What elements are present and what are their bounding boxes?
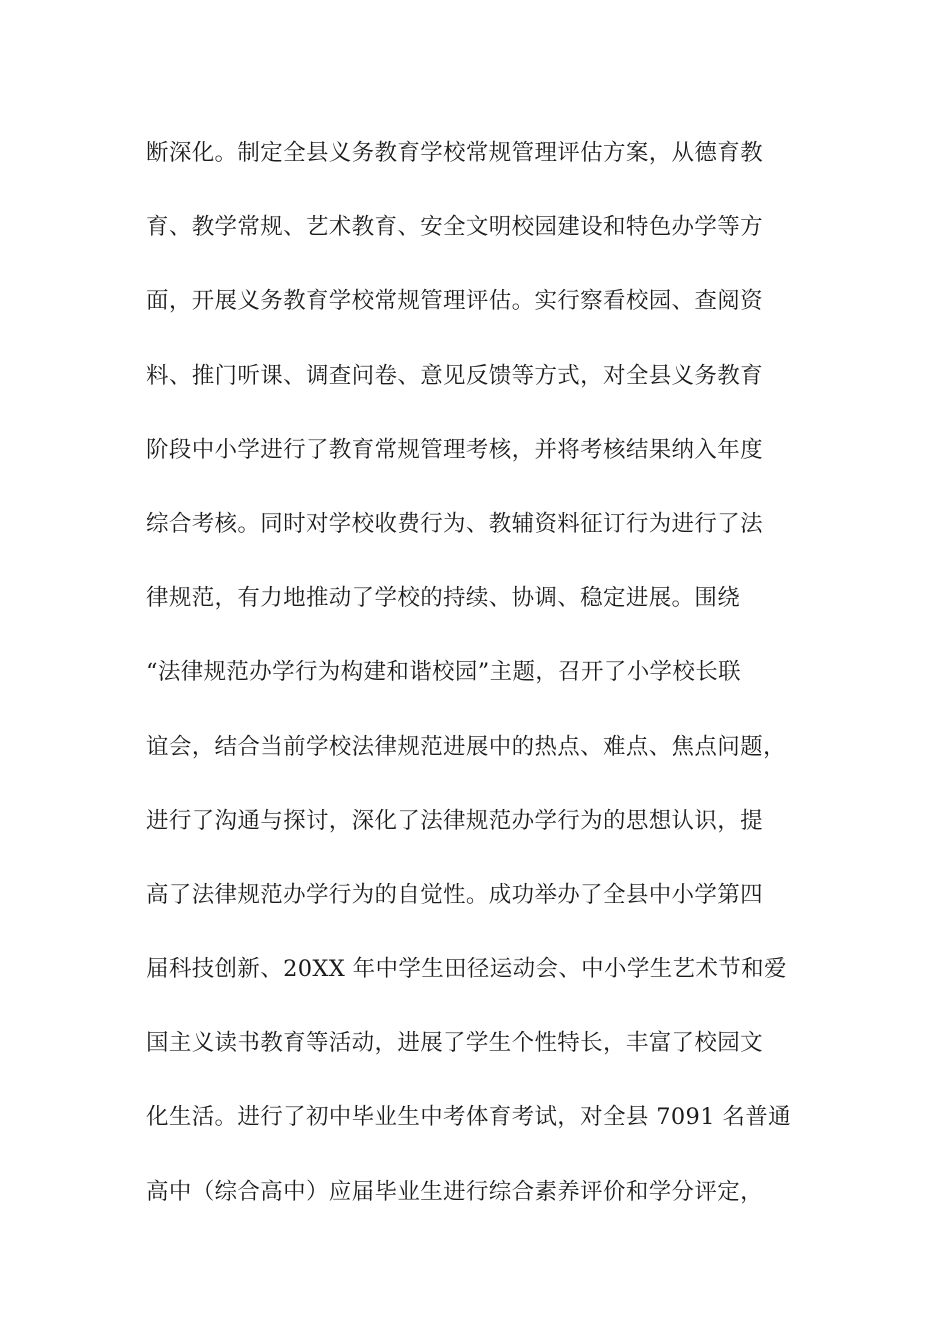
text-line: 面，开展义务教育学校常规管理评估。实行察看校园、查阅资 — [146, 288, 763, 315]
text-line: 育、教学常规、艺术教育、安全文明校园建设和特色办学等方 — [146, 214, 763, 241]
text-line: 高中（综合高中）应届毕业生进行综合素养评价和学分评定， — [146, 1178, 763, 1205]
text-line: 化生活。进行了初中毕业生中考体育考试，对全县 7091 名普通 — [146, 1104, 791, 1131]
text-line: 高了法律规范办学行为的自觉性。成功举办了全县中小学第四 — [146, 881, 763, 908]
text-line: 届科技创新、20XX 年中学生田径运动会、中小学生艺术节和爱 — [146, 956, 787, 983]
text-line: 国主义读书教育等活动，进展了学生个性特长，丰富了校园文 — [146, 1030, 763, 1057]
text-line: “法律规范办学行为构建和谐校园”主题，召开了小学校长联 — [146, 659, 741, 686]
text-line: 料、推门听课、调查问卷、意见反馈等方式，对全县义务教育 — [146, 362, 763, 389]
text-line: 断深化。制定全县义务教育学校常规管理评估方案，从德育教 — [146, 140, 763, 166]
body-text — [146, 134, 846, 1247]
text-line: 进行了沟通与探讨，深化了法律规范办学行为的思想认识，提 — [146, 807, 763, 834]
text-line: 综合考核。同时对学校收费行为、教辅资料征订行为进行了法 — [146, 510, 763, 537]
text-line: 律规范，有力地推动了学校的持续、协调、稳定进展。围绕 — [146, 585, 741, 612]
text-line: 阶段中小学进行了教育常规管理考核，并将考核结果纳入年度 — [146, 436, 763, 463]
text-line: 谊会，结合当前学校法律规范进展中的热点、难点、焦点问题， — [146, 733, 786, 760]
